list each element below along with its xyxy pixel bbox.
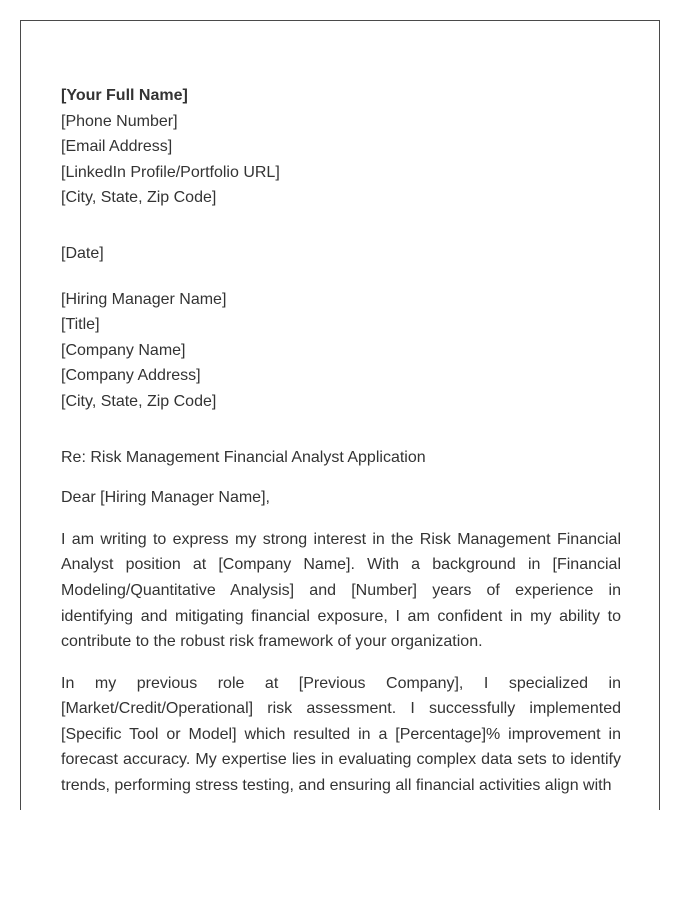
letter-date: [Date] (61, 244, 104, 262)
recipient-company-address: [Company Address] (61, 367, 201, 385)
sender-profile-url: [LinkedIn Profile/Portfolio URL] (61, 163, 280, 181)
recipient-block (61, 287, 621, 415)
sender-name: [Your Full Name] (61, 87, 188, 104)
recipient-manager-name: [Hiring Manager Name] (61, 290, 227, 308)
cover-letter-body (61, 83, 621, 799)
sender-email: [Email Address] (61, 138, 173, 156)
paragraph-experience: In my previous role at [Previous Company], I specialized in [Market/Credit/Operational] risk assessment. I successfully implemented [Specific Tool or Model] which resulted in a [Percentage]% improvement in forecast accuracy. My expertise lies in evaluating complex data sets to identify trends, performing stress testing, and ensuring all financial activities align with (61, 674, 621, 795)
subject-line: Re: Risk Management Financial Analyst Application (61, 448, 426, 466)
paragraph-introduction: I am writing to express my strong interest in the Risk Management Financial Analyst position at [Company Name]. With a background in [Financial Modeling/Quantitative Analysis] and [Number] years of experience in identifying and mitigating financial exposure, I am confident in my ability to contribute to the robust risk framework of your organization. (61, 530, 621, 651)
recipient-company-name: [Company Name] (61, 341, 186, 359)
salutation: Dear [Hiring Manager Name], (61, 489, 270, 507)
recipient-location: [City, State, Zip Code] (61, 392, 217, 410)
recipient-title: [Title] (61, 316, 100, 334)
sender-phone: [Phone Number] (61, 112, 178, 130)
document-page (20, 20, 660, 810)
date-block (61, 241, 621, 267)
sender-contact-block (61, 83, 621, 211)
sender-location: [City, State, Zip Code] (61, 189, 217, 207)
